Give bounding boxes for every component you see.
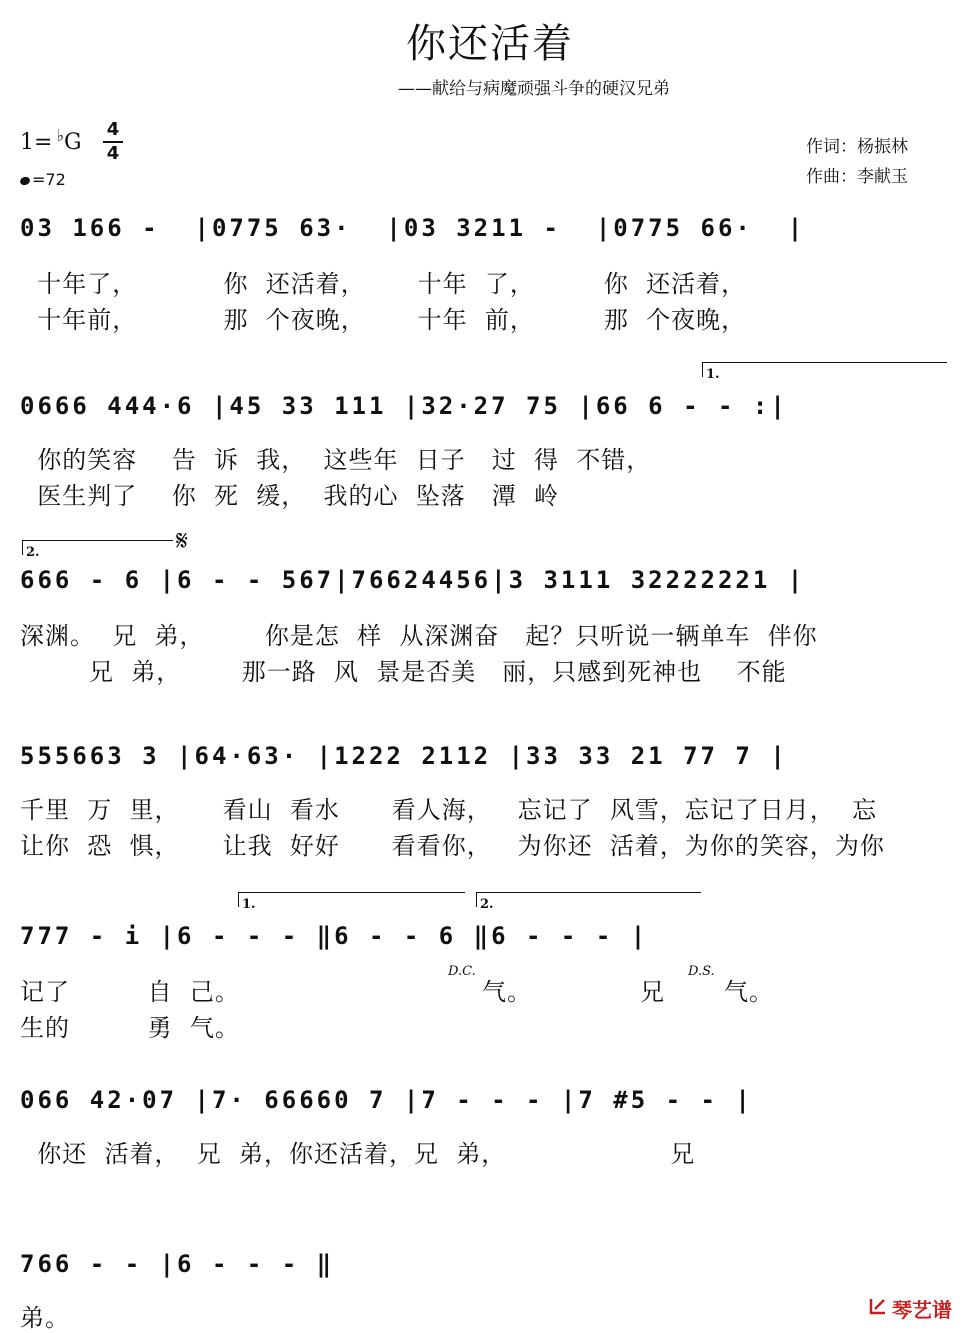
lyric-row-1-verse-2: 十年前， 那 个夜晚， 十年 前， 那 个夜晚， [20,306,747,334]
tempo-value: =72 [32,170,66,189]
lyric-row-1-verse-1: 十年了， 你 还活着， 十年 了， 你 还活着， [20,270,747,298]
time-bottom: 4 [106,143,120,164]
staff-row-1: 03 166 - |0775 63· |03 3211 - |0775 66· | [20,214,806,242]
staff-row-3: 666 - 6 |6 - - 567|76624456|3 3111 32222221 | [20,566,806,594]
volta-number: 1. [706,367,720,382]
staff-row-2: 0666 444·6 |45 33 111 |32·27 75 |66 6 - - :| [20,392,788,420]
lyric-row-3-verse-1: 深渊。 兄 弟， 你是怎 样 从深渊奋 起？只听说一辆单车 伴你 [20,622,818,650]
lyric-row-2-verse-2: 医生判了 你 死 缓， 我的心 坠落 潭 岭 [20,482,559,510]
lyric-row-5-brother: 兄 [640,978,665,1006]
lyric-row-3-verse-2: 兄 弟， 那一路 风 景是否美 丽，只感到死神也 不能 [20,658,787,686]
quarter-note-icon [19,176,31,187]
staff-row-6: 066 42·07 |7· 66660 7 |7 - - - |7 #5 - - | [20,1086,753,1114]
lyric-row-5-verse-1: 记了 自 己。 [20,978,240,1006]
volta-bracket-1 [702,362,947,382]
volta-number: 2. [26,545,40,560]
flat-icon: ♭ [56,126,64,145]
volta-number: 2. [480,897,494,912]
segno-icon: 𝄋 [176,524,189,557]
staff-row-4: 555663 3 |64·63· |1222 2112 |33 33 21 77 7 | [20,742,788,770]
volta-number: 1. [242,897,256,912]
lyricist-credit: 作词：杨振林 [806,137,908,157]
dc-mark: D.C. [448,964,476,979]
lyric-row-6-verse-1: 你还 活着， 兄 弟，你还活着，兄 弟， 兄 [20,1140,696,1168]
volta-bracket-2b [476,892,701,912]
lyric-row-5-ds-word: 气。 [724,978,774,1006]
lyric-row-2-verse-1: 你的笑容 告 诉 我， 这些年 日子 过 得 不错， [20,446,652,474]
ds-mark: D.S. [688,964,715,979]
time-top: 4 [106,119,120,140]
volta-bracket-2 [22,540,173,560]
lyric-row-5-dc-word: 气。 [482,978,532,1006]
staff-row-7: 766 - - |6 - - - ‖ [20,1250,335,1278]
watermark-logo: 琴艺谱 [892,1298,952,1322]
key-signature [20,126,82,155]
lyric-row-4-verse-1: 千里 万 里， 看山 看水 看人海， 忘记了 风雪，忘记了日月， 忘 [20,796,878,824]
lyric-row-7-verse-1: 弟。 [20,1304,70,1332]
qinyipu-logo-icon [868,1296,888,1316]
composer-credit: 作曲：李献玉 [806,167,908,187]
subtitle: ——献给与病魔顽强斗争的硬汉兄弟 [398,79,670,99]
tempo-mark [20,170,66,189]
lyric-row-5-verse-2: 生的 勇 气。 [20,1014,240,1042]
key-label: 1= [20,130,53,155]
key-note: G [63,130,82,155]
volta-bracket-1b [238,892,465,912]
staff-row-5: 777 - i |6 - - - ‖6 - - 6 ‖6 - - - | [20,922,649,950]
page-title: 你还活着 [406,21,574,67]
time-signature [103,120,123,164]
lyric-row-4-verse-2: 让你 恐 惧， 让我 好好 看看你， 为你还 活着，为你的笑容，为你 [20,832,885,860]
